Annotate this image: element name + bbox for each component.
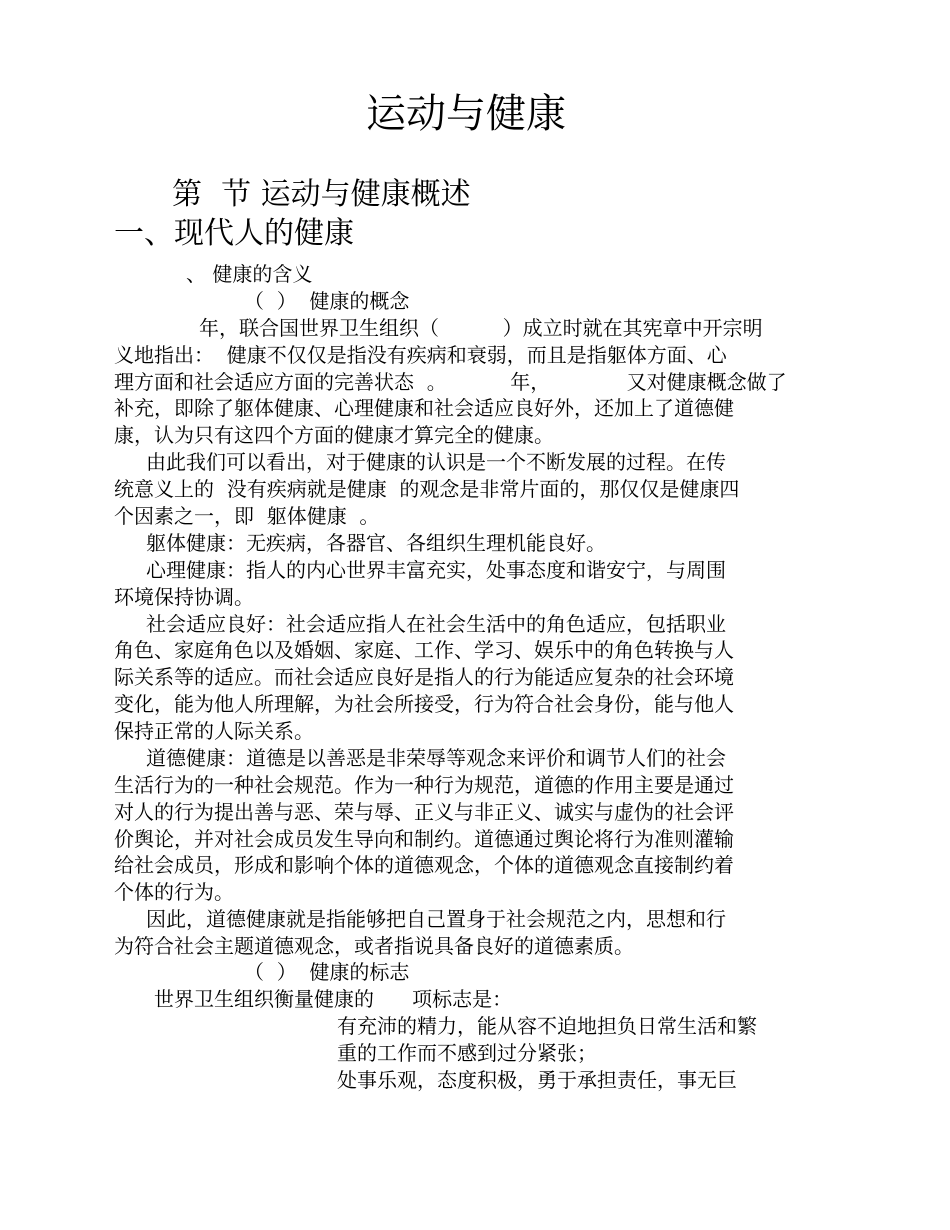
subheading-health-signs: （ ） 健康的标志 bbox=[244, 960, 410, 984]
subheading-health-concept: （ ） 健康的概念 bbox=[244, 289, 410, 313]
body-line: 个体的行为。 bbox=[114, 880, 234, 904]
heading-level-1: 一、现代人的健康 bbox=[114, 216, 354, 251]
body-line: 价舆论，并对社会成员发生导向和制约。道德通过舆论将行为准则灌输 bbox=[114, 827, 734, 851]
body-line: 社会适应良好：社会适应指人在社会生活中的角色适应，包括职业 bbox=[146, 612, 726, 636]
section-heading: 第 节 运动与健康概述 bbox=[172, 177, 471, 212]
list-item-line: 重的工作而不感到过分紧张； bbox=[337, 1041, 597, 1065]
body-line: 道德健康：道德是以善恶是非荣辱等观念来评价和调节人们的社会 bbox=[146, 746, 726, 770]
body-line: 环境保持协调。 bbox=[114, 585, 254, 609]
body-line: 义地指出： 健康不仅仅是指没有疾病和衰弱，而且是指躯体方面、心 bbox=[114, 343, 727, 367]
body-line: 由此我们可以看出，对于健康的认识是一个不断发展的过程。在传 bbox=[146, 450, 726, 474]
body-line: 补充，即除了躯体健康、心理健康和社会适应良好外，还加上了道德健 bbox=[114, 396, 734, 420]
body-line: 际关系等的适应。而社会适应良好是指人的行为能适应复杂的社会环境 bbox=[114, 665, 734, 689]
body-line: 对人的行为提出善与恶、荣与辱、正义与非正义、诚实与虚伪的社会评 bbox=[114, 800, 734, 824]
list-item-line: 有充沛的精力，能从容不迫地担负日常生活和繁 bbox=[337, 1014, 757, 1038]
body-line: 保持正常的人际关系。 bbox=[114, 719, 314, 743]
body-line: 理方面和社会适应方面的完善状态 。 年， 又对健康概念做了 bbox=[114, 370, 787, 394]
body-line: 给社会成员，形成和影响个体的道德观念，个体的道德观念直接制约着 bbox=[114, 853, 734, 877]
document-title: 运动与健康 bbox=[366, 91, 566, 137]
body-line: 生活行为的一种社会规范。作为一种行为规范，道德的作用主要是通过 bbox=[114, 773, 734, 797]
body-line: 为符合社会主题道德观念，或者指说具备良好的道德素质。 bbox=[114, 934, 634, 958]
body-line: 个因素之一，即 躯体健康 。 bbox=[114, 504, 380, 528]
subheading-health-meaning: 、 健康的含义 bbox=[186, 262, 313, 286]
body-line: 心理健康：指人的内心世界丰富充实，处事态度和谐安宁，与周围 bbox=[146, 558, 726, 582]
body-line: 统意义上的 没有疾病就是健康 的观念是非常片面的，那仅仅是健康四 bbox=[114, 477, 740, 501]
body-line: 世界卫生组织衡量健康的 项标志是： bbox=[154, 987, 513, 1011]
body-line: 躯体健康：无疾病，各器官、各组织生理机能良好。 bbox=[146, 531, 606, 555]
body-line: 年，联合国世界卫生组织（ ）成立时就在其宪章中开宗明 bbox=[199, 316, 763, 340]
body-line: 康，认为只有这四个方面的健康才算完全的健康。 bbox=[114, 423, 554, 447]
body-line: 角色、家庭角色以及婚姻、家庭、工作、学习、娱乐中的角色转换与人 bbox=[114, 638, 734, 662]
list-item-line: 处事乐观，态度积极，勇于承担责任，事无巨 bbox=[337, 1068, 737, 1092]
body-line: 因此，道德健康就是指能够把自己置身于社会规范之内，思想和行 bbox=[146, 907, 726, 931]
body-line: 变化，能为他人所理解，为社会所接受，行为符合社会身份，能与他人 bbox=[114, 692, 734, 716]
